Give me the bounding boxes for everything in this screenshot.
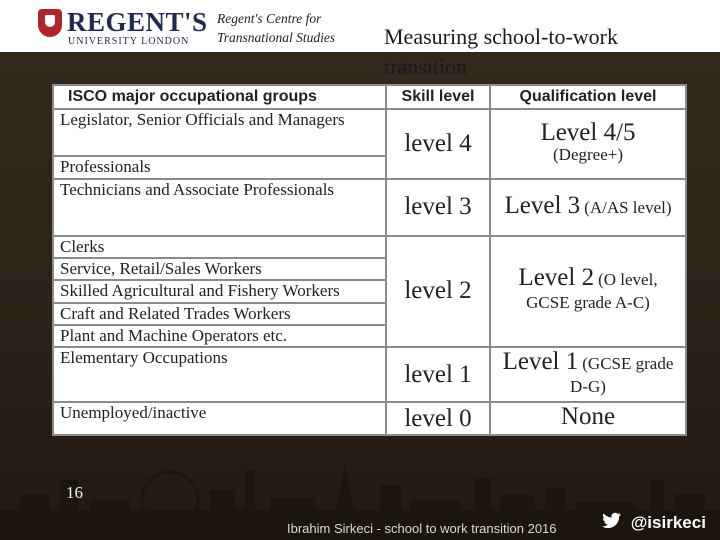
university-logo	[38, 9, 208, 49]
twitter-handle-label: @isirkeci	[630, 513, 706, 532]
qualification-main: Level 2	[518, 264, 595, 292]
qualification-main: None	[560, 403, 616, 431]
crest-icon	[38, 9, 62, 37]
qualification-sub: (GCSE grade D-G)	[570, 353, 674, 396]
slide-header	[0, 0, 720, 52]
skill-level-cell: level 2	[386, 236, 490, 348]
twitter-handle[interactable]	[598, 512, 706, 533]
group-cell: Technicians and Associate Professionals	[53, 179, 386, 236]
column-header-skill: Skill level	[386, 85, 490, 109]
skill-level-cell: level 0	[386, 402, 490, 435]
qualification-sub: (A/AS level)	[584, 197, 672, 217]
group-cell: Elementary Occupations	[53, 347, 386, 402]
qualification-cell	[490, 236, 686, 348]
qualification-cell	[490, 179, 686, 236]
skill-level-cell: level 3	[386, 179, 490, 236]
qualification-cell	[490, 109, 686, 178]
qualification-cell	[490, 347, 686, 402]
footer-text: Ibrahim Sirkeci - school to work transition 2016	[287, 521, 557, 536]
qualification-main: Level 4/5	[540, 118, 636, 146]
qualification-main: Level 3	[504, 191, 581, 219]
group-cell: Unemployed/inactive	[53, 402, 386, 435]
logo-name: REGENT'S	[67, 7, 208, 37]
column-header-groups: ISCO major occupational groups	[53, 85, 386, 109]
qualification-sub: (O level, GCSE grade A-C)	[526, 270, 658, 313]
group-cell: Service, Retail/Sales Workers	[53, 258, 386, 280]
skill-level-cell: level 4	[386, 109, 490, 178]
table-row	[53, 402, 686, 435]
qualification-main: Level 1	[502, 347, 579, 375]
group-cell: Clerks	[53, 236, 386, 258]
group-cell: Professionals	[53, 156, 386, 178]
table-row	[53, 347, 686, 402]
table-header-row	[53, 85, 686, 109]
slide-title: Measuring school-to-work	[384, 24, 619, 49]
skill-level-cell: level 1	[386, 347, 490, 402]
slide-title-continued: transition	[384, 54, 468, 79]
logo-subtitle: UNIVERSITY LONDON	[68, 36, 190, 47]
column-header-qualification: Qualification level	[490, 85, 686, 109]
twitter-bird-icon	[598, 512, 626, 533]
table-row	[53, 109, 686, 156]
group-cell: Plant and Machine Operators etc.	[53, 325, 386, 347]
table-row	[53, 179, 686, 236]
isco-skills-table	[52, 84, 687, 436]
qualification-sub: (Degree+)	[553, 144, 623, 164]
qualification-cell	[490, 402, 686, 435]
group-cell: Skilled Agricultural and Fishery Workers	[53, 280, 386, 302]
page-number: 16	[66, 483, 83, 502]
group-cell: Legislator, Senior Officials and Managers	[53, 109, 386, 156]
table-row	[53, 236, 686, 258]
group-cell: Craft and Related Trades Workers	[53, 303, 386, 325]
centre-name: Regent's Centre for Transnational Studies	[217, 11, 336, 45]
